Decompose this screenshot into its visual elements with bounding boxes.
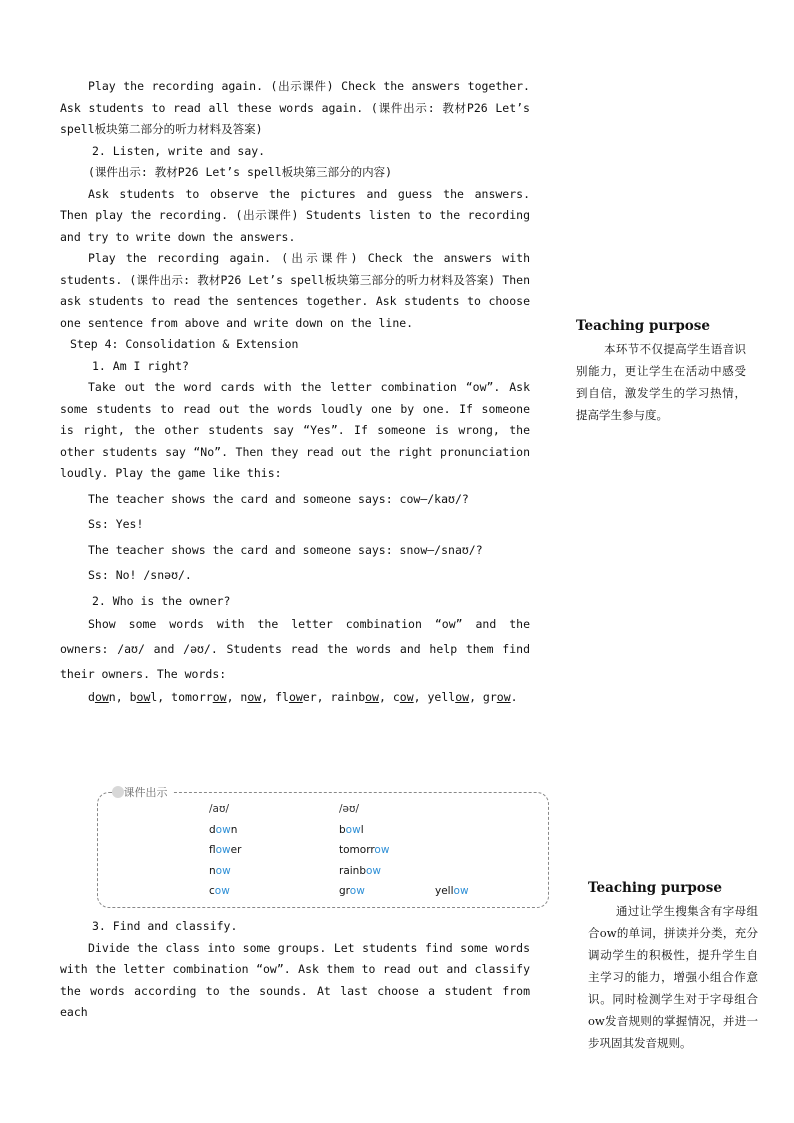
sidebar-title-2: Teaching purpose [588,880,722,896]
courseware-word-au: down [209,823,238,836]
courseware-word-extra: yellow [435,885,469,897]
column-heading-ou: /əʊ/ [339,803,360,815]
sidebar-title-1: Teaching purpose [576,318,710,334]
word-item: now, [240,690,276,704]
teaching-purpose-1 [576,318,746,426]
sidebar-text-2: 通过让学生搜集含有字母组合ow的单词，拼读并分类，充分调动学生的积极性，提升学生自主学习的能力，增强小组合作意识。同时检测学生对于字母组合ow发音规则的掌握情况，并进一步巩固其发音规则。 [588,904,758,1050]
paragraph-replay: Play the recording again. (出示课件) Check the answers together. Ask students to read all these words again. (课件出示: 教材P26 Let’s spell板块第二部分的听力材料及答案) [60,79,530,136]
word-item: cow, [392,690,428,704]
courseware-word-au: now [209,864,231,877]
courseware-note: (课件出示: 教材P26 Let’s spell板块第三部分的内容) [88,165,393,179]
courseware-word-au: cow [209,885,230,897]
word-item: flower, [275,690,331,704]
extra-word-column [435,885,469,906]
sidebar-text-1: 本环节不仅提高学生语音识别能力，更让学生在活动中感受到自信，激发学生的学习热情，提高学生参与度。 [576,342,746,422]
paragraph-check-answers: Play the recording again. (出示课件) Check the answers with students. (课件出示: 教材P26 Let’s spell板块第三部分的听力材料及答案) Then ask students to read the sentences together. Ask students to choose one sentence from above and write down on the line. [60,251,530,330]
teaching-purpose-2 [588,880,758,1054]
courseware-label [112,784,172,800]
courseware-dot-icon [112,786,124,798]
activity-find-classify-title: 3. Find and classify. [92,919,238,933]
activity-am-i-right-title: 1. Am I right? [92,358,189,373]
dialogue-line-2: Ss: Yes! [88,517,144,531]
courseware-box [97,786,549,908]
step-4-heading: Step 4: Consolidation & Extension [70,337,299,351]
paragraph-groups: Divide the class into some groups. Let students find some words with the letter combination “ow”. Ask them to read out and classify the words according to the sounds. At last choose a student from each [60,940,530,1019]
courseware-label-text: 课件出示 [123,786,168,799]
sound-column-ou [339,803,390,897]
dialogue-line-4: Ss: No! /snəʊ/. [88,568,192,582]
activity-owner-title: 2. Who is the owner? [92,593,231,608]
item-listen-write-say: 2. Listen, write and say. [92,143,266,158]
paragraph-word-cards: Take out the word cards with the letter combination “ow”. Ask some students to read out the words loudly one by one. If someone is right, the other students say “Yes”. If someone is wrong, the other students say “No”. Then they read out the right pronunciation loudly. Play the game like this: [60,380,530,480]
word-item: yellow, [427,690,483,704]
word-list [60,687,530,709]
dialogue-line-3: The teacher shows the card and someone says: snow—/snaʊ/? [88,542,483,557]
courseware-word-ou: grow [339,885,365,897]
word-item: down, [88,690,130,704]
column-heading-au: /aʊ/ [209,803,229,815]
word-item: tomorrow, [171,690,241,704]
paragraph-observe: Ask students to observe the pictures and guess the answers. Then play the recording. (出示课件) Students listen to the recording and try to write down the answers. [60,186,530,244]
lesson-body-continued [60,916,530,1024]
courseware-word-au: flower [209,844,242,856]
word-item: bowl, [129,690,172,704]
sound-column-au [209,803,242,897]
courseware-word-ou: bowl [339,823,364,836]
dialogue-line-1: The teacher shows the card and someone says: cow—/kaʊ/? [88,491,469,506]
courseware-word-ou: rainbow [339,864,382,877]
word-item: rainbow, [330,690,393,704]
lesson-body [60,76,530,709]
word-item: grow. [482,690,518,704]
courseware-word-ou: tomorrow [339,844,390,856]
paragraph-owners: Show some words with the letter combination “ow” and the owners: /aʊ/ and /əʊ/. Students read the words and help them find their owners. The words: [60,617,530,681]
